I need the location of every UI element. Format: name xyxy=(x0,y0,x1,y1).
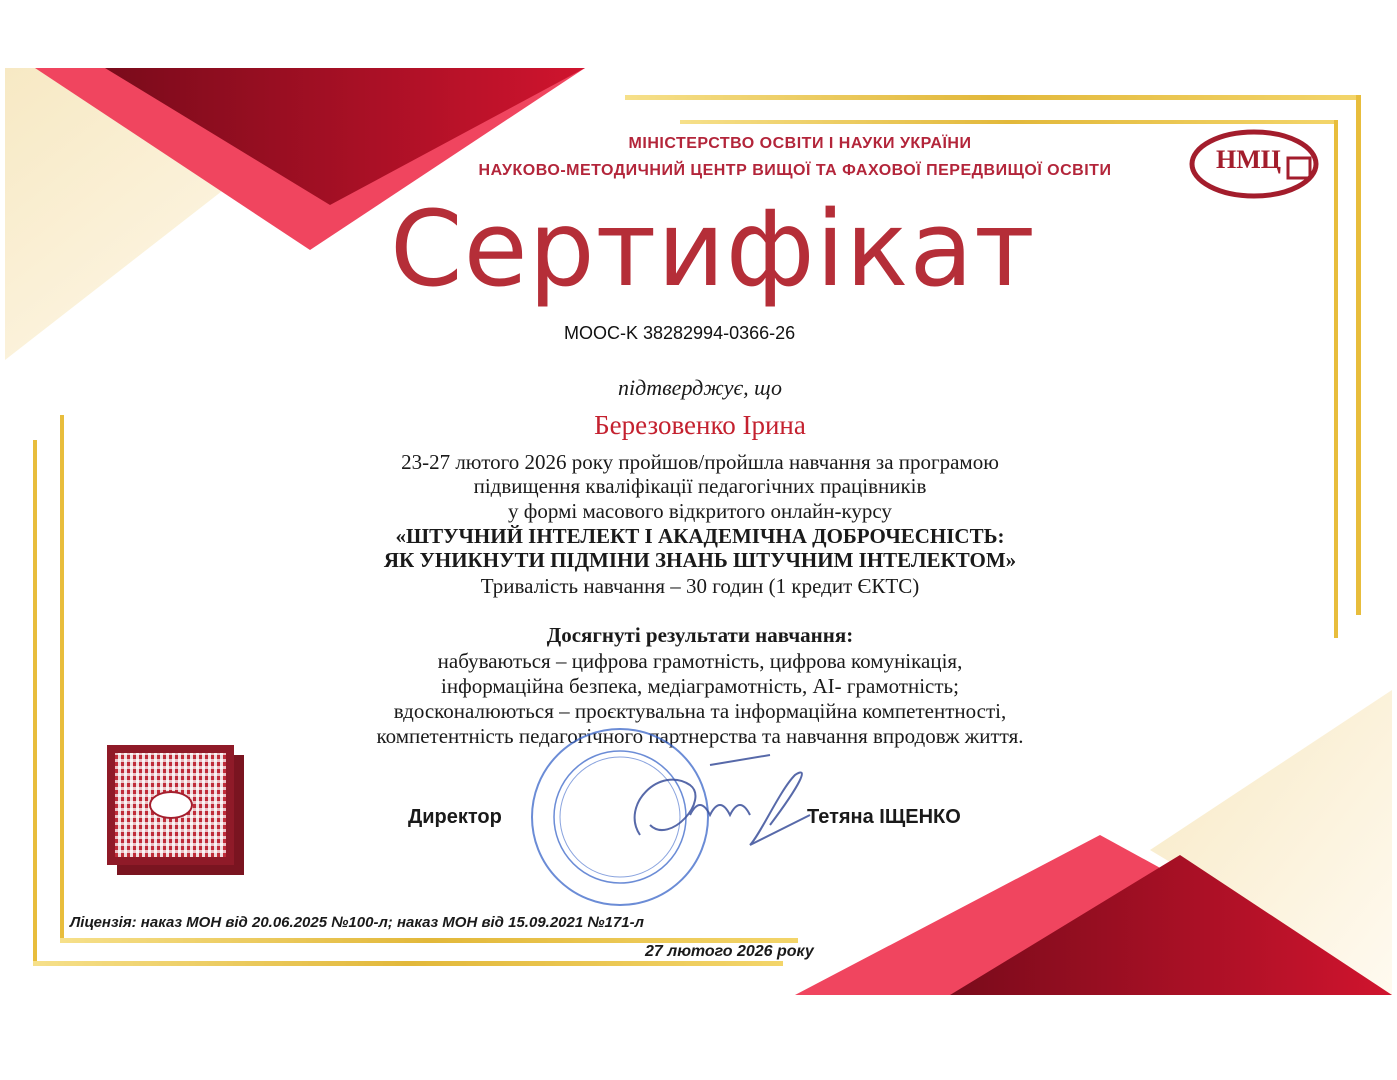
certificate-title: Сертифікат xyxy=(390,188,1036,310)
recipient-name: Березовенко Ірина xyxy=(594,410,806,440)
result-line: компетентність педагогічного партнерства та навчання впродовж життя. xyxy=(376,724,1024,748)
license-text: Ліцензія: наказ МОН від 20.06.2025 №100-л; наказ МОН від 15.09.2021 №171-л xyxy=(70,914,644,931)
program-line: підвищення кваліфікації педагогічних працівників xyxy=(473,474,927,498)
certificate-code: MOOC-K 38282994-0366-26 xyxy=(564,323,796,343)
issue-date: 27 лютого 2026 року xyxy=(645,943,814,960)
center-name: НАУКОВО-МЕТОДИЧНИЙ ЦЕНТР ВИЩОЇ ТА ФАХОВОЇ ПЕРЕДВИЩОЇ ОСВІТИ xyxy=(478,162,1112,179)
program-line: у формі масового відкритого онлайн-курсу xyxy=(508,499,892,523)
confirms-text: підтверджує, що xyxy=(618,375,782,400)
result-line: вдосконалюються – проєктувальна та інформаційна компетентності, xyxy=(393,699,1007,723)
course-title-line: «ШТУЧНИЙ ІНТЕЛЕКТ І АКАДЕМІЧНА ДОБРОЧЕСНІСТЬ: xyxy=(395,524,1005,548)
program-line: 23-27 лютого 2026 року пройшов/пройшла навчання за програмою xyxy=(401,450,999,474)
duration-text: Тривалість навчання – 30 годин (1 кредит ЄКТС) xyxy=(480,574,920,598)
course-title-line: ЯК УНИКНУТИ ПІДМІНИ ЗНАНЬ ШТУЧНИМ ІНТЕЛЕКТОМ» xyxy=(383,548,1017,572)
result-line: інформаційна безпека, медіаграмотність, AI- грамотність; xyxy=(441,674,959,698)
nmc-logo xyxy=(1188,128,1323,200)
qr-code[interactable] xyxy=(107,745,244,875)
result-line: набуваються – цифрова грамотність, цифрова комунікація, xyxy=(437,649,963,673)
ministry-name: МІНІСТЕРСТВО ОСВІТИ І НАУКИ УКРАЇНИ xyxy=(628,135,972,152)
results-heading: Досягнуті результати навчання: xyxy=(546,623,854,647)
director-name: Тетяна ІЩЕНКО xyxy=(807,806,961,828)
signature xyxy=(600,745,820,865)
svg-text:НМЦ: НМЦ xyxy=(1216,145,1281,174)
director-label: Директор xyxy=(408,806,502,828)
